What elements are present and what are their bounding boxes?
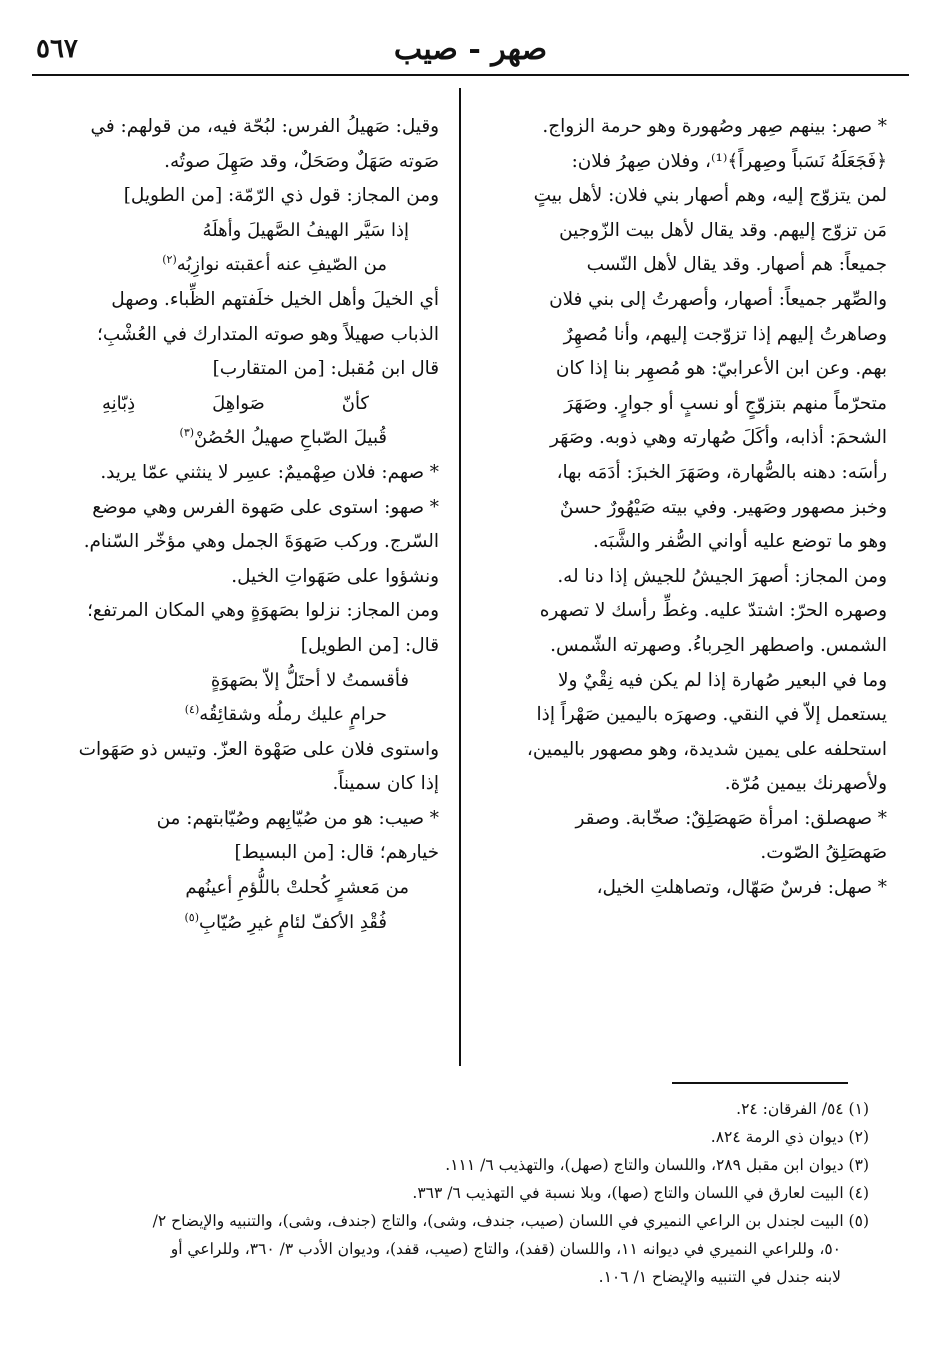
text-line: رأسَه: دهنه بالصُّهارة، وصَهَرَ الخبزَ: أدَمَه بها، [556,461,887,483]
footnote: (٣) ديوان ابن مقبل ٢٨٩، واللسان والتاج (صهل)، والتهذيب ٦/ ١١١. [445,1156,869,1174]
text-line: وصاهرتُ إليهم إذا تزوّجت إليهم، وأنا مُصهِرٌ [563,323,887,345]
text-line: * صهل: فرسٌ صَهّال، وتصاهلتِ الخيل، [596,877,887,899]
verse-line [42,421,439,456]
text-line: * صهصلق: امرأة صَهصَلِقٌ: صخّابة. وصقر [575,807,887,829]
text-line: استحلفه على يمين شديدة، وهو مصهور باليمين، [526,738,887,760]
text-line: إذا كان سميناً. [332,773,439,795]
text-line: مَن تزوّج إليهم. وقد يقال لأهل بيت الزّوجين [559,219,887,241]
verse-word: كأنّ [341,392,369,414]
verse-line [42,387,439,422]
text-line: يستعمل إلاّ في النقي. وصهرَه باليمين صَهْراً إذا [536,704,887,726]
text-line: صَوته صَهَلٌ وصَحَلٌ، وقد صَهِلَ صوتُه. [164,150,439,172]
text-line: * صهو: استوى على صَهوة الفرس وهي موضع [92,496,439,518]
text-line: لمن يتزوّج إليه، وهم أصهار بني فلان: لأهل بيتٍ [533,185,887,207]
verse-text: فُقْدِ الأكفّ لئامٍ غيرِ صُيّابِ [199,911,387,933]
text-line: وقيل: صَهيلُ الفرس: لبُحّة فيه، من قولهم: في [90,116,439,137]
page-number: ٥٦٧ [36,34,78,64]
verse-line [42,248,439,283]
verse-word: ذِبّانِهِ [102,392,136,414]
page-header [30,28,911,72]
text-line: ونشؤوا على صَهَواتِ الخيل. [231,565,439,587]
footnotes [39,1095,869,1291]
text-line: ومن المجاز: أصهرَ الجيشُ للجيش إذا دنا له. [557,565,887,587]
text-line: واستوى فلان على صَهْوة العزّ. وتيس ذو صَهَوات [78,738,439,760]
text-line: خيارهم؛ قال: [من البسيط] [234,842,439,864]
verse-line [42,906,439,941]
verse-line [42,698,439,733]
text-line: * صيب: هو من صُيّابِهم وصُيّابتهم: من [156,807,439,829]
text-line: ومن المجاز: نزلوا بصَهوَةٍ وهي المكان المرتفع؛ [87,600,439,622]
text-line: وما في البعير صُهارة إذا لم يكن فيه نِقْيٌ ولا [558,669,887,691]
text-line: ﴿فَجَعَلَهُ نَسَباً وصِهراً﴾⁽¹⁾، وفلان صِهرُ فلان: [571,150,887,172]
text-line: جميعاً: هم أصهار. وقد يقال لأهل النّسب [586,254,887,276]
left-column [42,110,439,940]
verse-text: قُبيلَ الصّباحِ صهيلُ الحُصُنْ [194,427,387,449]
text-line: الشمس. واصطهر الحِرباءُ. وصهرته الشّمس. [550,634,887,656]
text-line: وخبز مصهور وصَهير. وفي بيته صَيْهُورٌ حسنٌ [559,496,887,518]
header-rule [32,74,909,76]
text-line: ومن المجاز: قول ذي الرّمّة: [من الطويل] [123,185,439,207]
footnote-continuation: لابنه جندل في التنبيه والإيضاح ١/ ١٠٦. [598,1268,841,1286]
verse-word: صَواهِلَ [212,392,265,414]
text-line: وهو ما توضع عليه أواني الصُّفر والشَّبَه. [592,531,887,553]
verse-text: من الصّيفِ عنه أعقبته نوازِبُه [176,254,387,276]
text-line: والصِّهر جميعاً: أصهار، وأصهرتُ إلى بني فلان [549,288,887,310]
text-line: الشحمَ: أذابه، وأكَلَ صُهارته وهي ذوبه. وصَهَر [550,427,887,449]
page-title: صهر - صيب [393,32,548,67]
text-line: ولأصهرنك بيمين مُرّة. [724,773,887,795]
footnote: (٤) البيت لعارق في اللسان والتاج (صها)، وبلا نسبة في التهذيب ٦/ ٣٦٣. [412,1184,869,1202]
text-line: بهم. وعن ابن الأعرابيّ: هو مُصهِر بنا إذا كان [555,358,887,380]
text-line: قال ابن مُقبل: [من المتقارب] [212,358,439,380]
footnote-rule [672,1082,848,1084]
text-line: قال: [من الطويل] [300,634,439,656]
footnote: (٢) ديوان ذي الرمة ٨٢٤. [710,1128,869,1146]
text-line: * صهم: فلان صِهْميمٌ: عسِر لا ينثني عمّا يريد. [100,461,439,483]
text-line: أي الخيلَ وأهل الخيل خلَفتهم الظِّباء. وصهل [111,288,439,310]
text-line: الذباب صهيلاً وهو صوته المتدارك في العُشْبِ؛ [97,323,439,345]
footnote: (٥) البيت لجندل بن الراعي النميري في اللسان (صيب، جندف، وشى)، والتاج (جندف، وشى)، والتنبيه والإيضاح ٢/ [152,1212,869,1230]
column-divider [459,88,461,1066]
text-line: * صهر: بينهم صِهر وصُهورة وهو حرمة الزواج. [542,116,887,137]
verse-line: فأقسمتُ لا أحتَلُّ إلاّ بصَهوَةٍ [210,669,409,691]
footnote-ref: (٢) [162,253,177,267]
text-line: متحرّماً منهم بتزوّجٍ أو نسبٍ أو جوارٍ. وصَهَرَ [564,392,887,414]
text-line: السّرج. وركب صَهوَةَ الجمل وهي مؤخّر السّنام. [83,531,439,553]
footnote-ref: (٤) [184,703,200,717]
footnote-continuation: ٥٠، وللراعي النميري في ديوانه ١١، واللسان (قفد)، والتاج (صيب، قفد)، وديوان الأدب ٣/ ٣٦٠، وللراعي أو [170,1240,841,1258]
text-line: صَهصَلِقُ الصّوت. [760,842,887,864]
text-line: وصهره الحرّ: اشتدّ عليه. وغطِّ رأسك لا تصهره [539,600,887,622]
verse-line: من مَعشرٍ كُحلتْ باللُّؤمِ أعينُهم [185,877,409,899]
right-column [499,110,887,906]
verse-text: حرامٍ عليك رملُه وشقائِقُه [199,704,387,726]
verse-line: إذا سَيَّر الهيفُ الصَّهيلَ وأهلَهُ [202,219,409,241]
footnote-ref: (٥) [184,910,200,924]
footnote-ref: (٣) [179,426,195,440]
footnote: (١) ٥٤/ الفرقان: ٢٤. [736,1100,869,1118]
